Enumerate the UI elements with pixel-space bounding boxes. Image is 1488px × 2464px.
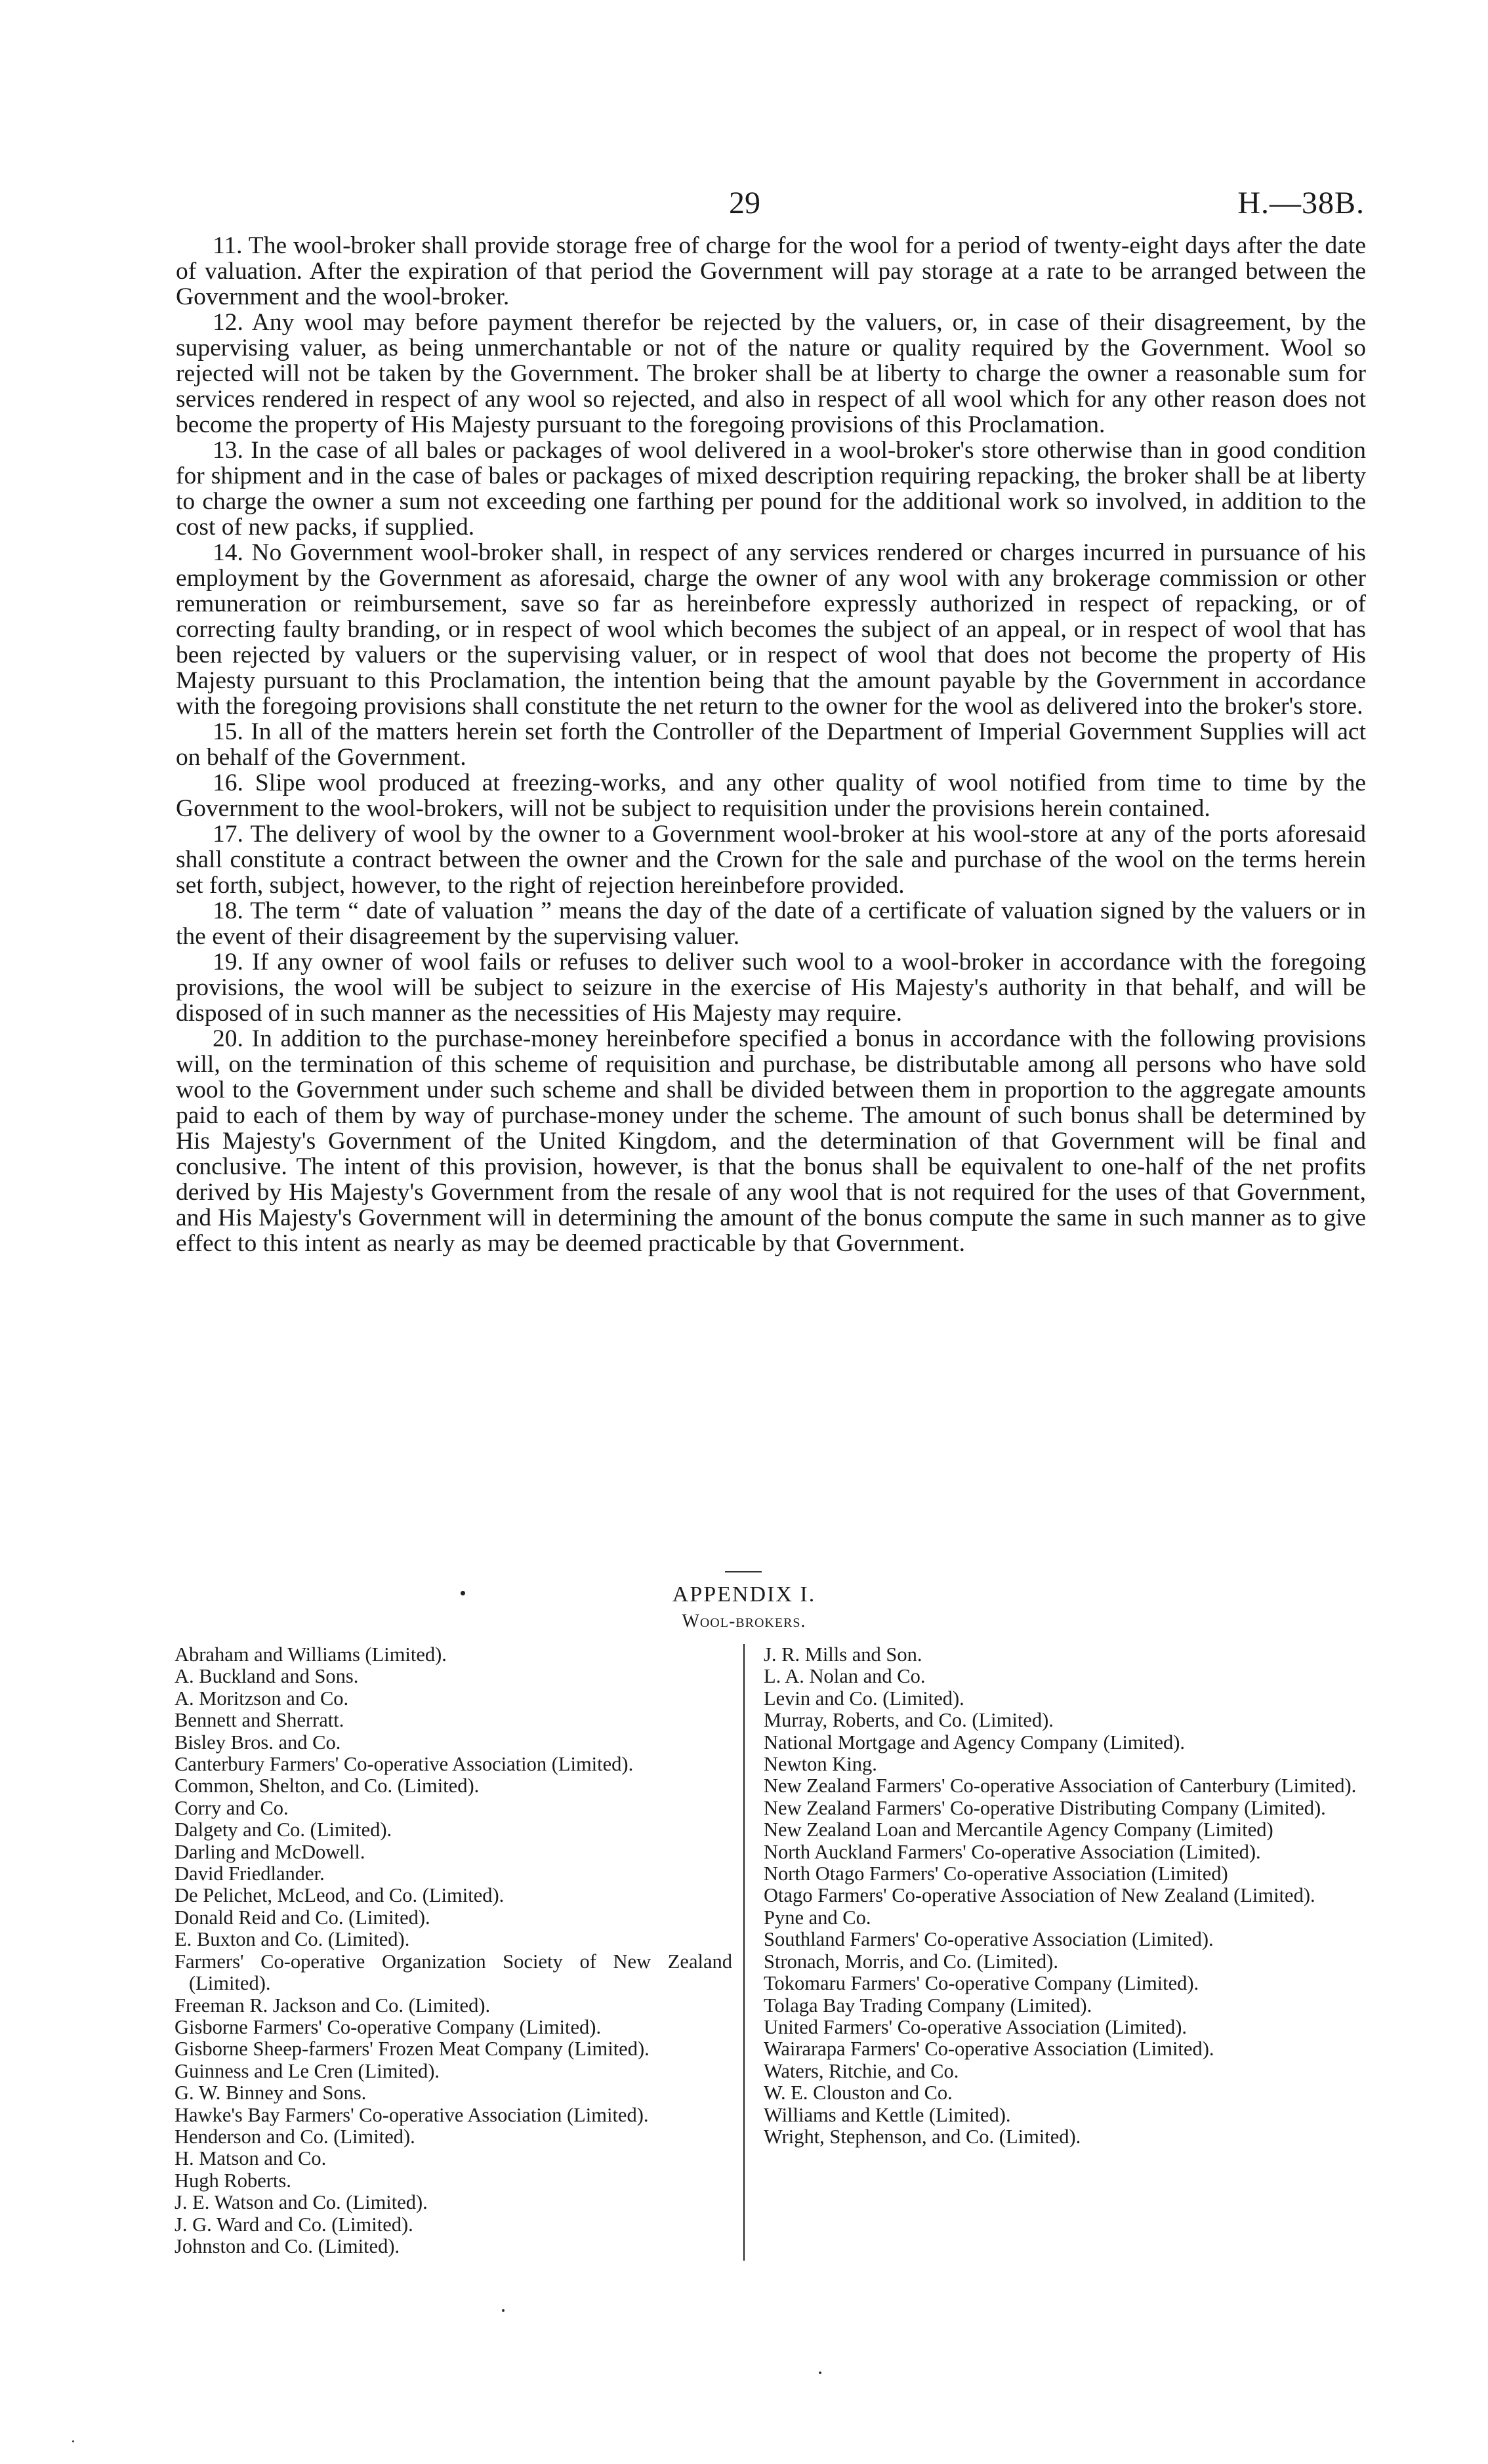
wool-broker-entry: Bisley Bros. and Co. (175, 1731, 341, 1754)
wool-broker-entry: Southland Farmers' Co-operative Association (Limited). (764, 1928, 1214, 1951)
wool-broker-entry: Tolaga Bay Trading Company (Limited). (764, 1994, 1092, 2017)
wool-broker-entry: Donald Reid and Co. (Limited). (175, 1906, 430, 1929)
wool-broker-entry: Hawke's Bay Farmers' Co-operative Association (Limited). (175, 2103, 649, 2126)
wool-broker-entry: Common, Shelton, and Co. (Limited). (175, 1775, 480, 1797)
wool-broker-entry: Newton King. (764, 1753, 877, 1776)
wool-broker-entry: H. Matson and Co. (175, 2147, 327, 2170)
clause-15: 15. In all of the matters herein set forth the Controller of the Department of Imperial Government Supplies will act on behalf of the Government. (176, 718, 1366, 771)
proclamation-body (176, 233, 1366, 1256)
column-divider (743, 1644, 745, 2261)
wool-broker-entry: Dalgety and Co. (Limited). (175, 1818, 392, 1841)
wool-broker-entry: Guinness and Le Cren (Limited). (175, 2059, 440, 2082)
clause-18: 18. The term “ date of valuation ” means the day of the date of a certificate of valuation signed by the valuers or in the event of their disagreement by the supervising valuer. (176, 897, 1366, 950)
wool-broker-entry: Wright, Stephenson, and Co. (Limited). (764, 2125, 1081, 2148)
section-divider (725, 1571, 762, 1572)
wool-broker-entry: Corry and Co. (175, 1796, 289, 1819)
wool-broker-entry: Waters, Ritchie, and Co. (764, 2059, 959, 2082)
wool-broker-entry: G. W. Binney and Sons. (175, 2082, 367, 2105)
wool-broker-entry: J. E. Watson and Co. (Limited). (175, 2191, 428, 2214)
wool-broker-entry: A. Buckland and Sons. (175, 1665, 359, 1688)
wool-broker-entry: North Otago Farmers' Co-operative Association (Limited) (764, 1862, 1228, 1885)
wool-broker-entry: W. E. Clouston and Co. (764, 2082, 953, 2105)
clause-16: 16. Slipe wool produced at freezing-works, and any other quality of wool notified from time to time by the Government to the wool-brokers, will not be subject to requisition under the provisions herein contained. (176, 770, 1366, 822)
print-speck (819, 2372, 821, 2374)
wool-broker-entry: A. Moritzson and Co. (175, 1687, 349, 1710)
clause-17: 17. The delivery of wool by the owner to a Government wool-broker at his wool-store at any of the ports aforesaid shall constitute a contract between the owner and the Crown for the sale and purchase of the wool on the terms herein set forth, subject, however, to the right of rejection hereinbefore provided. (176, 821, 1366, 899)
wool-broker-entry: National Mortgage and Agency Company (Limited). (764, 1731, 1186, 1754)
print-speck (502, 2309, 505, 2312)
clause-14: 14. No Government wool-broker shall, in respect of any services rendered or charges incurred in pursuance of his employment by the Government as aforesaid, charge the owner of any wool with any brokerage commission or other remuneration or reimbursement, save so far as hereinbefore expressly authorized in respect of repacking, or of correcting faulty branding, or in respect of wool which becomes the subject of an appeal, or in respect of wool that has been rejected by valuers or the supervising valuer, or in respect of wool that does not become the property of His Majesty pursuant to this Proclamation, the intention being that the amount payable by the Government in accordance with the foregoing provisions shall constitute the net return to the owner for the wool as delivered into the broker's store. (176, 539, 1366, 720)
clause-13: 13. In the case of all bales or packages of wool delivered in a wool-broker's store otherwise than in good condition for shipment and in the case of bales or packages of mixed description requiring repacking, the broker shall be at liberty to charge the owner a sum not exceeding one farthing per pound for the additional work so involved, in addition to the cost of new packs, if supplied. (176, 437, 1366, 541)
wool-broker-entry: Abraham and Williams (Limited). (175, 1643, 447, 1666)
wool-broker-entry: J. G. Ward and Co. (Limited). (175, 2213, 413, 2236)
document-reference: H.—38B. (1237, 186, 1365, 220)
wool-broker-entry: New Zealand Farmers' Co-operative Association of Canterbury (Limited). (764, 1775, 1357, 1797)
wool-broker-entry: J. R. Mills and Son. (764, 1643, 922, 1666)
page-number: 29 (729, 186, 760, 220)
wool-broker-entry: Williams and Kettle (Limited). (764, 2103, 1011, 2126)
clause-20: 20. In addition to the purchase-money hereinbefore specified a bonus in accordance with the following provisions will, on the termination of this scheme of requisition and purchase, be distributable among all persons who have sold wool to the Government under such scheme and shall be divided between them in proportion to the aggregate amounts paid to each of them by way of purchase-money under the scheme. The amount of such bonus shall be determined by His Majesty's Government of the United Kingdom, and the determination of that Government will be final and conclusive. The intent of this provision, however, is that the bonus shall be equivalent to one-half of the net profits derived by His Majesty's Government from the resale of any wool that is not required for the uses of that Government, and His Majesty's Government will in determining the amount of the bonus compute the same in such manner as to give effect to this intent as nearly as may be deemed practicable by that Government. (176, 1025, 1366, 1257)
wool-broker-entry: David Friedlander. (175, 1862, 325, 1885)
wool-broker-entry: Henderson and Co. (Limited). (175, 2125, 415, 2148)
clause-19: 19. If any owner of wool fails or refuses to deliver such wool to a wool-broker in accordance with the foregoing provisions, the wool will be subject to seizure in the exercise of His Majesty's authority in that behalf, and will be disposed of in such manner as the necessities of His Majesty may require. (176, 949, 1366, 1027)
wool-broker-entry: Tokomaru Farmers' Co-operative Company (Limited). (764, 1972, 1199, 1995)
wool-broker-entry: L. A. Nolan and Co. (764, 1665, 926, 1688)
wool-brokers-left-column (175, 1644, 732, 2257)
wool-broker-entry: Darling and McDowell. (175, 1840, 365, 1863)
wool-broker-entry: Bennett and Sherratt. (175, 1709, 344, 1732)
wool-broker-entry: Stronach, Morris, and Co. (Limited). (764, 1950, 1058, 1973)
wool-broker-entry: Johnston and Co. (Limited). (175, 2234, 400, 2257)
wool-broker-entry: Wairarapa Farmers' Co-operative Association (Limited). (764, 2038, 1214, 2061)
wool-broker-entry: New Zealand Farmers' Co-operative Distributing Company (Limited). (764, 1796, 1326, 1819)
wool-broker-entry: North Auckland Farmers' Co-operative Association (Limited). (764, 1840, 1261, 1863)
wool-broker-entry: Freeman R. Jackson and Co. (Limited). (175, 1994, 491, 2017)
appendix-title: APPENDIX I. (672, 1582, 816, 1607)
wool-broker-entry: Otago Farmers' Co-operative Association of New Zealand (Limited). (764, 1884, 1315, 1907)
wool-broker-entry: New Zealand Loan and Mercantile Agency Company (Limited) (764, 1818, 1273, 1841)
wool-broker-entry: Farmers' Co-operative Organization Society of New Zealand (Limited). (175, 1950, 732, 1995)
wool-brokers-right-column (764, 1644, 1362, 2148)
wool-broker-entry: Gisborne Farmers' Co-operative Company (Limited). (175, 2015, 602, 2038)
wool-broker-entry: De Pelichet, McLeod, and Co. (Limited). (175, 1884, 505, 1907)
clause-12: 12. Any wool may before payment therefor be rejected by the valuers, or, in case of their disagreement, by the supervising valuer, as being unmerchantable or not of the nature or quality required by the Government. Wool so rejected will not be taken by the Government. The broker shall be at liberty to charge the owner a reasonable sum for services rendered in respect of any wool so rejected, and also in respect of all wool which for any other reason does not become the property of His Majesty pursuant to the foregoing provisions of this Proclamation. (176, 309, 1366, 438)
print-speck (72, 2440, 74, 2442)
wool-broker-entry: Canterbury Farmers' Co-operative Association (Limited). (175, 1753, 634, 1776)
wool-broker-entry: Murray, Roberts, and Co. (Limited). (764, 1709, 1054, 1732)
appendix-subtitle: Wool-brokers. (682, 1611, 806, 1632)
wool-broker-entry: United Farmers' Co-operative Association (Limited). (764, 2015, 1187, 2038)
wool-broker-entry: Pyne and Co. (764, 1906, 871, 1929)
wool-broker-entry: E. Buxton and Co. (Limited). (175, 1928, 410, 1951)
wool-broker-entry: Levin and Co. (Limited). (764, 1687, 964, 1710)
wool-broker-entry: Hugh Roberts. (175, 2169, 291, 2192)
wool-broker-entry: Gisborne Sheep-farmers' Frozen Meat Company (Limited). (175, 2038, 650, 2061)
clause-11: 11. The wool-broker shall provide storage free of charge for the wool for a period of twenty-eight days after the date of valuation. After the expiration of that period the Government will pay storage at a rate to be arranged between the Government and the wool-broker. (176, 232, 1366, 310)
